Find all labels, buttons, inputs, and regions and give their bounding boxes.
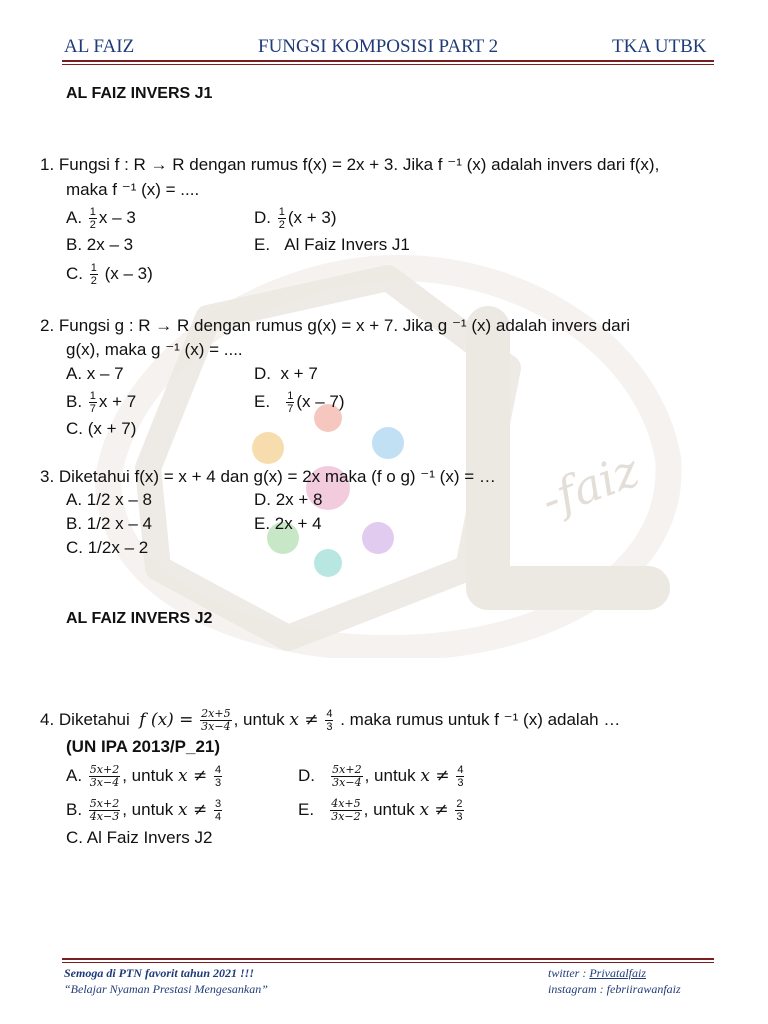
header-rule-thin (62, 64, 714, 65)
header-rule (62, 60, 714, 62)
footer-rule-thin (62, 962, 714, 963)
q1-option-a: A. $\frac{1}{2}$ x – 3 (66, 206, 136, 231)
al-faiz-logo-icon (88, 238, 688, 658)
q1-option-d: D. $\frac{1}{2}$ (x + 3) (254, 206, 337, 231)
q1-line1: 1. Fungsi f : R → R dengan rumus f(x) = 2x + 3. Jika f ⁻¹ (x) adalah invers dari f(x), (40, 155, 660, 174)
q1-option-e: E. Al Faiz Invers J1 (254, 235, 410, 254)
watermark-text: -faiz (534, 442, 646, 528)
footer-tagline: “Belajar Nyaman Prestasi Mengesankan” (64, 982, 268, 996)
q4-option-b: B. $\frac{5x+2}{4x-3}$ , untuk x ≠ $\frac{3}{4}$ (66, 797, 222, 823)
q2-option-a: A. x – 7 (66, 364, 124, 383)
q4-question: 4. Diketahui f (x) = $\frac{2x+5}{3x-4}$ , untuk x ≠ $\frac{4}{3}$ . maka rumus untuk f ⁻¹ (x) adalah … (40, 707, 621, 733)
section-title-j2: AL FAIZ INVERS J2 (66, 610, 213, 627)
footer-instagram: instagram : febriirawanfaiz (548, 982, 681, 996)
q2-option-b: B. $\frac{1}{7}$ x + 7 (66, 390, 137, 415)
q3-option-a: A. 1/2 x – 8 (66, 490, 152, 509)
q4-option-c: C. Al Faiz Invers J2 (66, 828, 213, 847)
q4-option-d: D. $\frac{5x+2}{3x-4}$ , untuk x ≠ $\frac{4}{3}$ (298, 763, 464, 789)
q1-line2: maka f ⁻¹ (x) = .... (66, 180, 200, 199)
header-title: FUNGSI KOMPOSISI PART 2 (258, 36, 499, 57)
q4-option-e: E. $\frac{4x+5}{3x-2}$ , untuk x ≠ $\frac{2}{3}$ (298, 797, 463, 823)
q3-option-b: B. 1/2 x – 4 (66, 514, 152, 533)
q1-option-c: C. $\frac{1}{2}$ (x – 3) (66, 262, 153, 287)
header-left: AL FAIZ (64, 36, 135, 57)
q4-option-a: A. $\frac{5x+2}{3x-4}$ , untuk x ≠ $\frac{4}{3}$ (66, 763, 222, 789)
q2-line1: 2. Fungsi g : R → R dengan rumus g(x) = x + 7. Jika g ⁻¹ (x) adalah invers dari (40, 316, 631, 335)
q4-source: (UN IPA 2013/P_21) (66, 737, 221, 756)
twitter-handle-link[interactable]: Privatalfaiz (589, 966, 647, 980)
q3-option-d: D. 2x + 8 (254, 490, 323, 509)
watermark (88, 238, 688, 663)
q2-option-e: E. $\frac{1}{7}$ (x – 7) (254, 390, 345, 415)
footer-twitter: twitter : Privatalfaiz (548, 966, 647, 980)
q1-option-b: B. 2x – 3 (66, 235, 134, 254)
q2-option-c: C. (x + 7) (66, 419, 137, 438)
header-right: TKA UTBK (612, 36, 707, 57)
q3-option-c: C. 1/2x – 2 (66, 538, 149, 557)
footer-rule (62, 958, 714, 960)
footer-slogan: Semoga di PTN favorit tahun 2021 !!! (64, 966, 255, 980)
section-title-j1: AL FAIZ INVERS J1 (66, 85, 213, 102)
q3-line1: 3. Diketahui f(x) = x + 4 dan g(x) = 2x maka (f o g) ⁻¹ (x) = … (40, 467, 496, 486)
q2-line2: g(x), maka g ⁻¹ (x) = .... (66, 340, 243, 359)
q2-option-d: D. x + 7 (254, 364, 318, 383)
q3-option-e: E. 2x + 4 (254, 514, 322, 533)
